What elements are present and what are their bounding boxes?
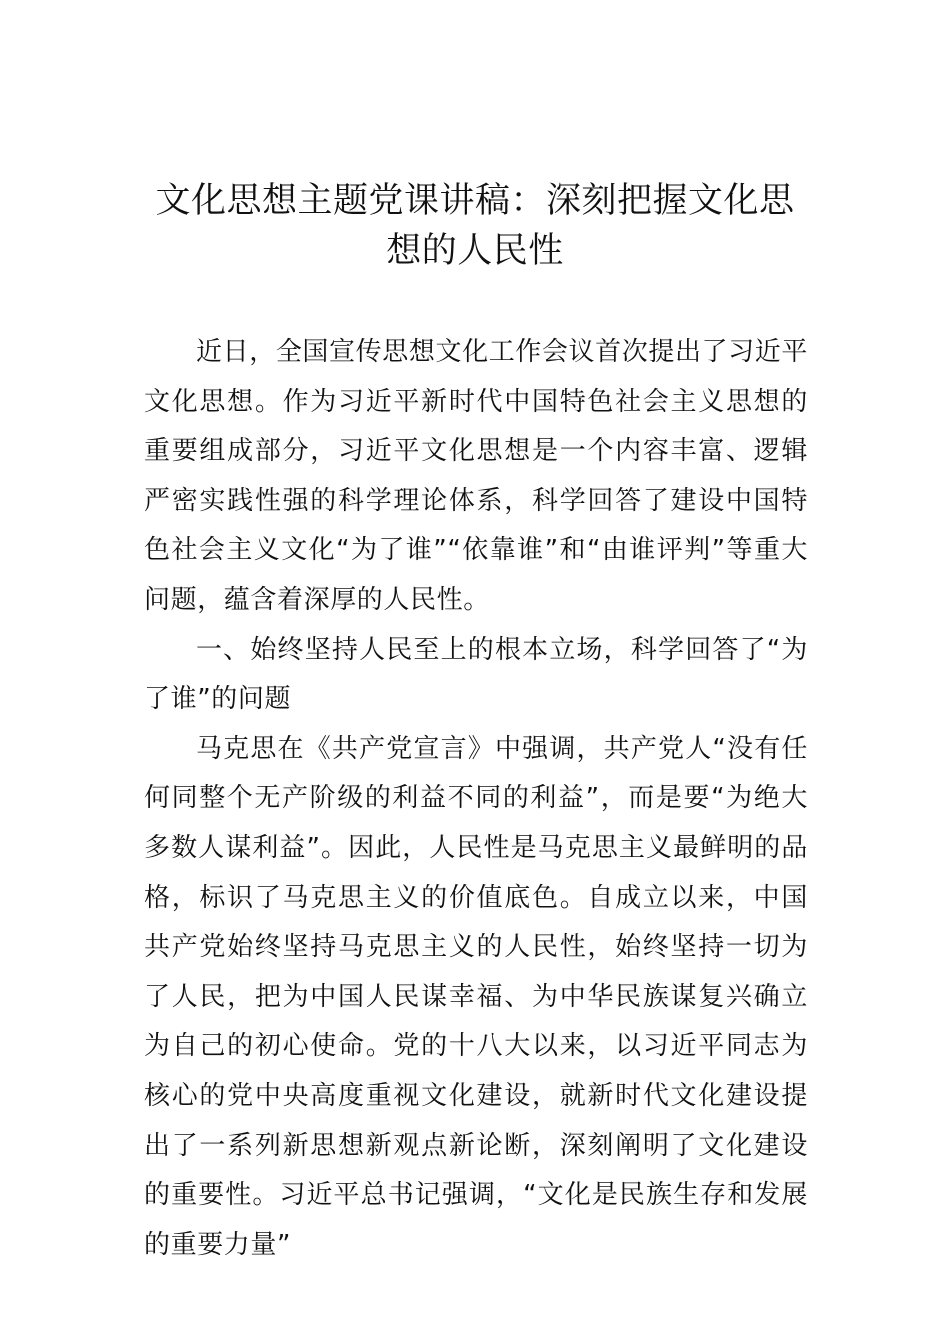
title-line-2: 想的人民性 xyxy=(386,231,564,271)
document-title xyxy=(150,176,800,276)
paragraph-intro: 近日，全国宣传思想文化工作会议首次提出了习近平文化思想。作为习近平新时代中国特色社会主义思想的重要组成部分，习近平文化思想是一个内容丰富、逻辑严密实践性强的科学理论体系，科学回答了建设中国特色社会主义文化“为了谁”“依靠谁”和“由谁评判”等重大问题，蕴含着深厚的人民性。 xyxy=(144,337,808,615)
title-line-1: 文化思想主题党课讲稿：深刻把握文化思 xyxy=(155,181,795,221)
paragraph-marx: 马克思在《共产党宣言》中强调，共产党人“没有任何同整个无产阶级的利益不同的利益”，而是要“为绝大多数人谋利益”。因此，人民性是马克思主义最鲜明的品格，标识了马克思主义的价值底色。自成立以来，中国共产党始终坚持马克思主义的人民性，始终坚持一切为了人民，把为中国人民谋幸福、为中华民族谋复兴确立为自己的初心使命。党的十八大以来，以习近平同志为核心的党中央高度重视文化建设，就新时代文化建设提出了一系列新思想新观点新论断，深刻阐明了文化建设的重要性。习近平总书记强调，“文化是民族生存和发展的重要力量” xyxy=(144,733,808,1260)
section-heading-1: 一、始终坚持人民至上的根本立场，科学回答了“为了谁”的问题 xyxy=(144,634,808,715)
document-body xyxy=(144,328,808,1270)
